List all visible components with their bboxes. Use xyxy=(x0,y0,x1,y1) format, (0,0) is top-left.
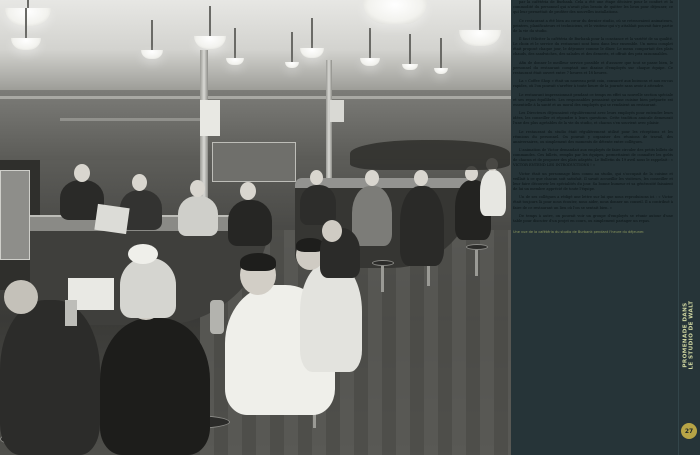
wall-shelf xyxy=(0,96,511,99)
paragraph: La « Coffee Shop » était un nouveau petit coin, consacré aux boissons et aux en-cas rapides, où l'on pouvait s'arrêter à toute heure de la journée sans avoir à attendre. xyxy=(513,79,673,89)
paragraph: Victor était un personnage bien connu au studio, qui s'occupait de la cuisine et veillait à ce que chacun soit satisfait. Il savait accueillir les visiteurs, les conseiller et leur faire découvrir les spécialités du jour. Sa bonne humeur et sa générosité faisaient de lui un membre apprécié de toute l'équipe. xyxy=(513,171,673,191)
paragraph: Il faut féliciter la cafétéria de Burbank pour la constance et la variété de sa qualité. Le choix et le service du restaurant sont bons dans leur ensemble. Un menu complet était proposé chaque jour, le déjeuner comme le dîner. Le menu comportait des plats chauds, des sandwiches, des salades et des desserts, et offrait des prix raisonnables. xyxy=(513,37,673,57)
menu-sign xyxy=(200,100,220,136)
running-head-line-1: PROMENADE DANS xyxy=(682,302,689,368)
paragraph: De temps à autre, on pouvait voir un groupe d'employés se réunir autour d'une table pour discuter d'un projet en cours, ou simplement partager un repas. xyxy=(513,213,673,223)
wall-shelf xyxy=(60,118,210,121)
diner-head xyxy=(190,180,205,197)
diner xyxy=(178,196,218,236)
paragraph: Le restaurant du studio était régulièrement utilisé pour les réceptions et les réunions du personnel. On pouvait y organiser des réunions de travail, des anniversaires, ou simplement des moments de détente entre collègues. xyxy=(513,129,673,144)
paragraph: Le restaurant impressionnait pendant ce temps en effet sa nouvelle section spéciale et ses repas équilibrés. Les responsables pensaient qu'une cuisine bien préparée est essentielle à la santé et au moral des employés qui se rendaient au restaurant. xyxy=(513,92,673,107)
stool-leg xyxy=(381,266,384,292)
paragraph: par la cafétéria de Burbank. Cela a été une étape décisive pour le confort et la commodité du personnel qui n'avait plus besoin de quitter les lieux pour déjeuner, ce qui leur permettait de profiter des nouvelles installations. xyxy=(513,0,673,15)
article-body xyxy=(513,0,673,455)
diner xyxy=(480,170,506,216)
paragraph: L'animation de Victor demandait aux employés de faire circuler des petits billets de commandes. Ces billets, remplis par les équipes, permettaient de connaître les goûts de chacun et de proposer des plats adaptés. Le Bulletin du 19 avril nous le rappelait : « VICTOR ENTEND LES INTRODUCTIONS ! » xyxy=(513,148,673,168)
diner xyxy=(228,200,272,246)
running-head xyxy=(682,250,696,420)
paragraph: Un de ses collègues a rédigé une lettre sur lui que nous reproduisons ici : « Victor était toujours là pour nous écouter, nous aider, nous donner un conseil. Il a contribué à faire de ce restaurant un lieu où l'on se sentait bien. » xyxy=(513,195,673,210)
photo-caption: Une vue de la cafétéria du studio de Burbank pendant l'heure du déjeuner. xyxy=(513,230,645,235)
diner-head xyxy=(414,170,428,186)
diner-head xyxy=(132,174,147,191)
glass xyxy=(210,300,224,334)
diner xyxy=(352,186,392,246)
diner xyxy=(400,186,444,266)
display-case xyxy=(212,142,296,182)
margin-rule xyxy=(678,0,679,455)
diner-head xyxy=(74,164,90,182)
napkin-holder xyxy=(65,300,77,326)
diner-head xyxy=(322,220,342,242)
page-number-badge: 27 xyxy=(681,423,697,439)
diner xyxy=(0,300,100,455)
diner-head xyxy=(4,280,38,314)
paragraph: Ce restaurant a été bien au cœur du dernier studio, où se retrouvaient animateurs, peintres, planificateurs et techniciens, et le visiteur qui s'y attablait pouvait faire partie de la vie du studio. xyxy=(513,18,673,33)
diner xyxy=(300,185,336,225)
running-head-line-2: LE STUDIO DE WALT xyxy=(689,300,695,370)
text-panel xyxy=(511,0,700,455)
paragraph: Les Directeurs déjeunaient régulièrement avec leurs employés pour entendre leurs idées, les conseiller et répondre à leurs questions. Cette tradition amicale demeurait l'une des plus agréables de la vie du studio, et chacun s'en souvient avec plaisir. xyxy=(513,111,673,126)
menu-sign xyxy=(330,100,344,122)
diner-hair xyxy=(240,253,276,271)
diner xyxy=(100,318,210,455)
ceiling xyxy=(0,0,511,90)
diner xyxy=(120,258,176,318)
stool-leg xyxy=(475,250,478,276)
diner xyxy=(300,262,362,372)
diner-head xyxy=(128,244,158,264)
diner-head xyxy=(365,170,379,186)
diner-head xyxy=(240,182,256,200)
paragraph: Afin de donner le meilleur service possible et d'assurer que tout se passe bien, le personnel du restaurant comptait une dizaine d'employés sur chaque équipe. Ce restaurant était ouvert entre 7 heures et 18 heures. xyxy=(513,60,673,75)
crowd xyxy=(350,140,510,170)
diner-head xyxy=(310,170,323,185)
display-case xyxy=(0,170,30,260)
running-head-text xyxy=(683,300,696,369)
menu-card xyxy=(94,204,129,234)
